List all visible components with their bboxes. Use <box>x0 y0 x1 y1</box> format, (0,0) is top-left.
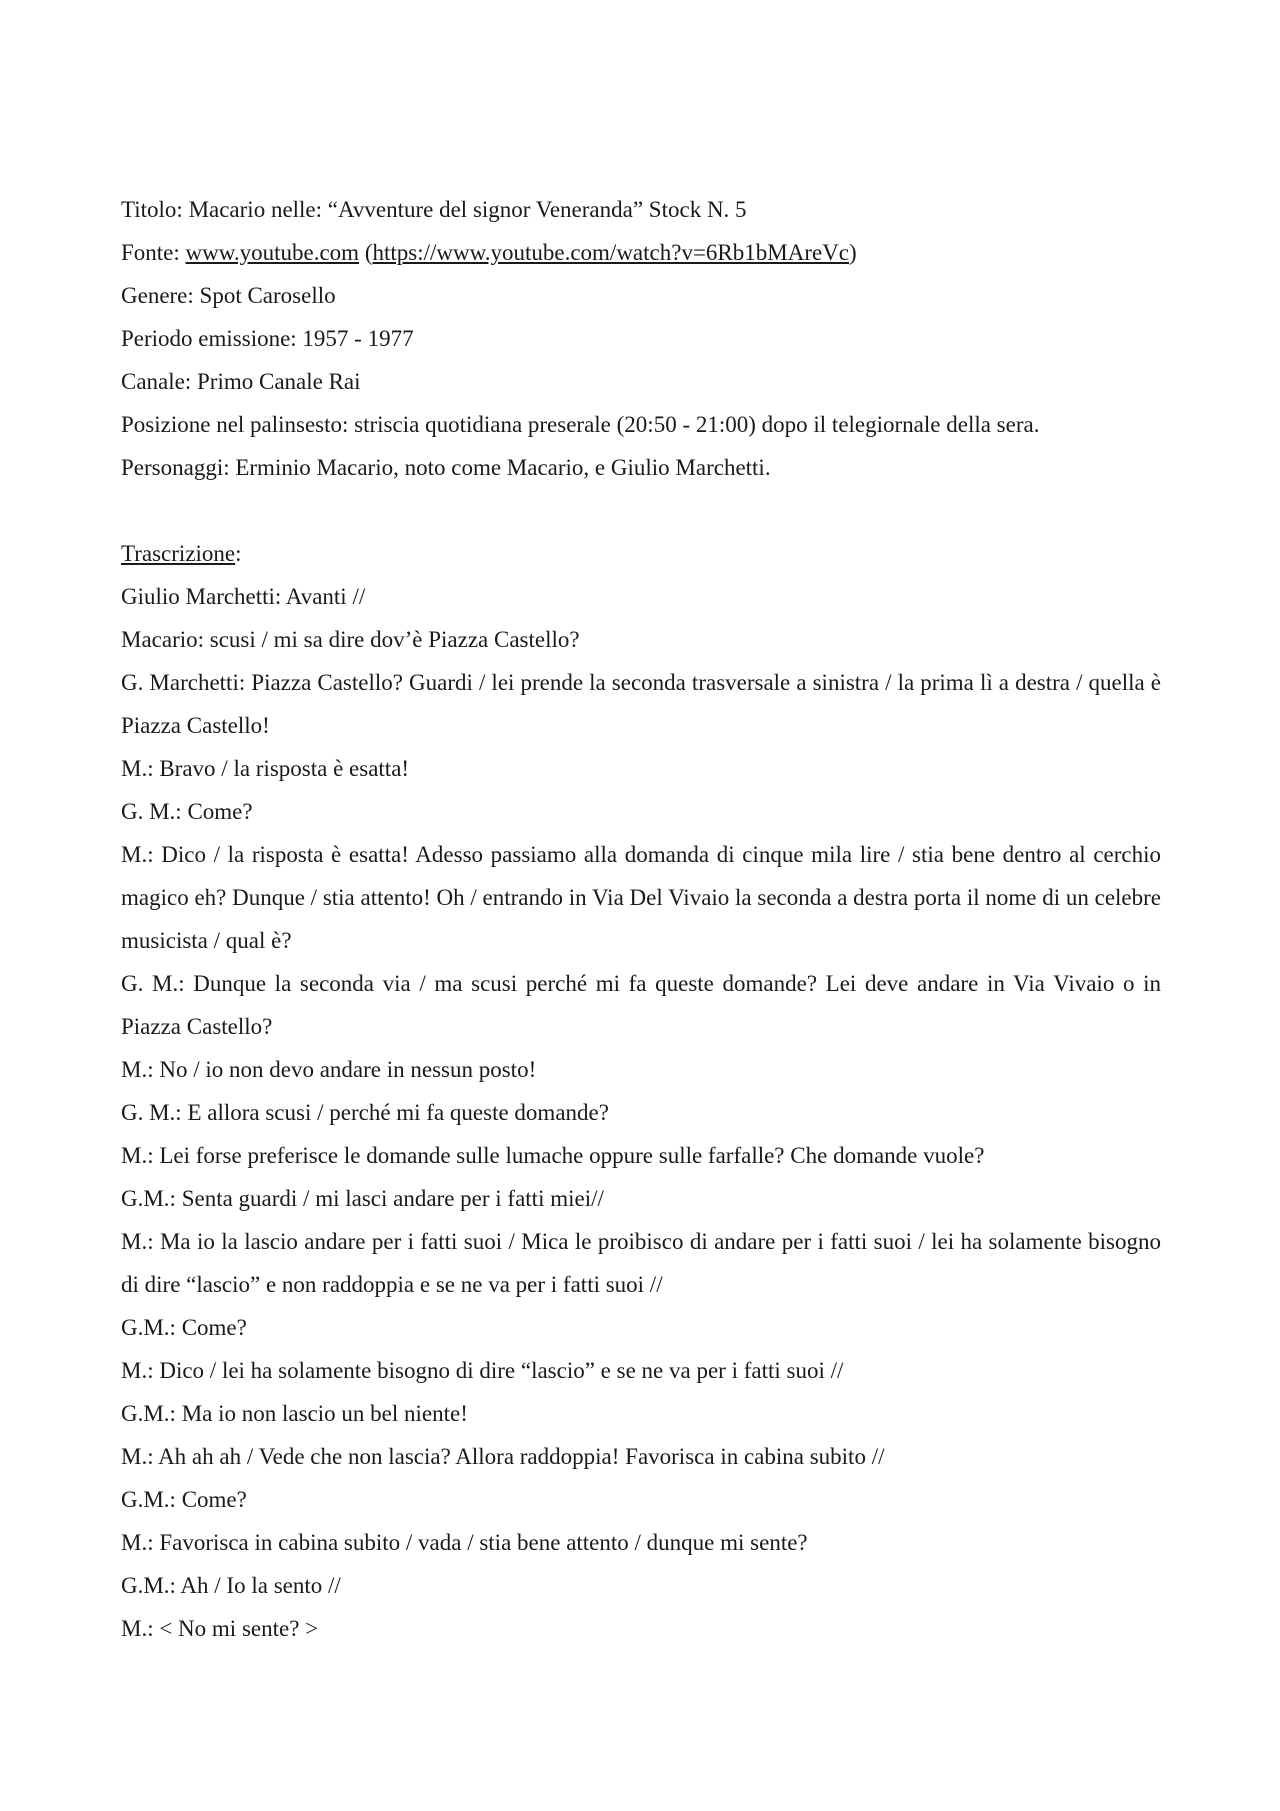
transcript-line: M.: < No mi sente? > <box>121 1616 319 1641</box>
transcript-line: M.: Lei forse preferisce le domande sulle lumache oppure sulle farfalle? Che domande vuole? <box>121 1143 985 1168</box>
section-spacer <box>121 489 1161 532</box>
transcript-heading-text: Trascrizione <box>121 541 236 566</box>
source-label: Fonte: <box>121 240 180 265</box>
source-paren-close: ) <box>849 240 857 265</box>
title-line <box>121 188 1161 231</box>
document-body <box>121 188 1161 1650</box>
transcript-line: G.M.: Come? <box>121 1315 247 1340</box>
transcript-line: M.: No / io non devo andare in nessun posto! <box>121 1057 537 1082</box>
transcript-line: G.M.: Senta guardi / mi lasci andare per i fatti miei// <box>121 1186 604 1211</box>
transcript-line: M.: Ma io la lascio andare per i fatti suoi / Mica le proibisco di andare per i fatti suoi / lei ha solamente bisogno di dire “lascio” e non raddoppia e se ne va per i fatti suoi // <box>121 1229 1161 1297</box>
transcript-line: G.M.: Ma io non lascio un bel niente! <box>121 1401 468 1426</box>
transcript-line: M.: Dico / la risposta è esatta! Adesso passiamo alla domanda di cinque mila lire / stia bene dentro al cerchio magico eh? Dunque / stia attento! Oh / entrando in Via Del Vivaio la seconda a destra porta il nome di un celebre musicista / qual è? <box>121 842 1161 953</box>
period-line: Periodo emissione: 1957 - 1977 <box>121 326 414 351</box>
transcript-line: M.: Dico / lei ha solamente bisogno di dire “lascio” e se ne va per i fatti suoi // <box>121 1358 844 1383</box>
genre-line: Genere: Spot Carosello <box>121 283 336 308</box>
source-line <box>121 231 1161 274</box>
transcript-line: G. M.: E allora scusi / perché mi fa queste domande? <box>121 1100 609 1125</box>
transcript-heading <box>121 532 1161 575</box>
transcript-line: G. Marchetti: Piazza Castello? Guardi / lei prende la seconda trasversale a sinistra / la prima lì a destra / quella è Piazza Castello! <box>121 670 1161 738</box>
transcript-line: G.M.: Ah / Io la sento // <box>121 1573 341 1598</box>
transcript-line: G.M.: Come? <box>121 1487 247 1512</box>
transcript-line: G. M.: Dunque la seconda via / ma scusi perché mi fa queste domande? Lei deve andare in Via Vivaio o in Piazza Castello? <box>121 971 1161 1039</box>
source-url-link[interactable]: https://www.youtube.com/watch?v=6Rb1bMAreVc <box>372 240 850 265</box>
transcript-line: Macario: scusi / mi sa dire dov’è Piazza Castello? <box>121 627 580 652</box>
channel-line: Canale: Primo Canale Rai <box>121 369 361 394</box>
transcript-line: M.: Ah ah ah / Vede che non lascia? Allora raddoppia! Favorisca in cabina subito // <box>121 1444 885 1469</box>
transcript-heading-colon: : <box>235 541 242 566</box>
title-value: Macario nelle: “Avventure del signor Veneranda” Stock N. 5 <box>188 197 747 222</box>
characters-line: Personaggi: Erminio Macario, noto come Macario, e Giulio Marchetti. <box>121 455 771 480</box>
transcript-line: M.: Favorisca in cabina subito / vada / stia bene attento / dunque mi sente? <box>121 1530 808 1555</box>
schedule-position-line: Posizione nel palinsesto: striscia quotidiana preserale (20:50 - 21:00) dopo il telegiornale della sera. <box>121 412 1040 437</box>
source-paren-open: ( <box>364 240 373 265</box>
source-site-link[interactable]: www.youtube.com <box>185 240 360 265</box>
title-label: Titolo: <box>121 197 183 222</box>
transcript-line: G. M.: Come? <box>121 799 253 824</box>
transcript-line: M.: Bravo / la risposta è esatta! <box>121 756 410 781</box>
transcript-line: Giulio Marchetti: Avanti // <box>121 584 366 609</box>
